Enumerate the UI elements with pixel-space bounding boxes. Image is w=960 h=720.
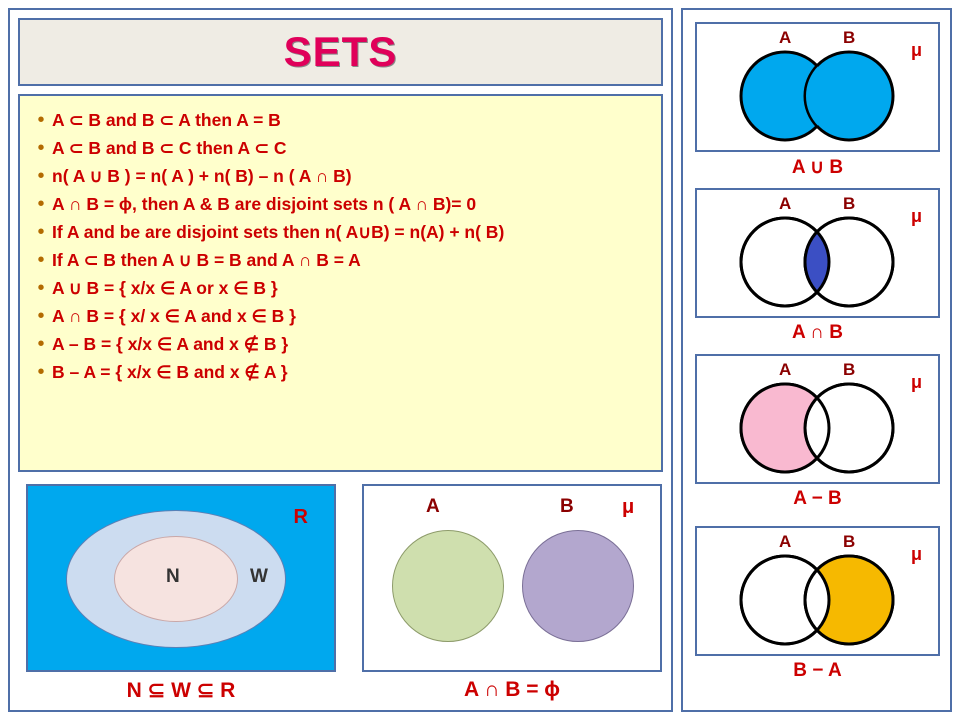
venn-label-mu: μ — [911, 544, 923, 564]
disjoint-caption: A ∩ B = ϕ — [463, 678, 561, 701]
fact-text: A – B = { x/x ∈ A and x ∉ B } — [52, 334, 289, 354]
venn-card-a-minus-b — [695, 354, 940, 484]
list-item — [30, 306, 651, 326]
venn-label-b: B — [843, 360, 856, 379]
venn-label-mu: μ — [911, 40, 923, 60]
venn-intersection-svg — [697, 190, 938, 316]
list-item — [30, 250, 651, 270]
venn-union-svg — [697, 24, 938, 150]
list-item — [30, 110, 651, 130]
bullet-icon: • — [37, 277, 45, 299]
fact-text: A ∩ B = ϕ, then A & B are disjoint sets n ( A ∩ B)= 0 — [52, 194, 477, 214]
venn-label-a: A — [779, 28, 792, 47]
venn-label-a: A — [779, 360, 792, 379]
venn-caption-b-minus-a: B − A — [793, 660, 842, 681]
venn-caption-a-minus-b: A − B — [793, 488, 842, 509]
venn-b-minus-a-svg — [697, 528, 938, 654]
list-item — [30, 334, 651, 354]
fact-text: n( A ∪ B ) = n( A ) + n( B) – n ( A ∩ B) — [52, 166, 352, 186]
venn-label-mu: μ — [911, 206, 923, 226]
left-panel — [8, 8, 673, 712]
page-title: SETS — [283, 28, 398, 75]
set-properties-list — [18, 94, 663, 472]
bullet-icon: • — [37, 193, 45, 215]
venn-caption-union: A ∪ B — [791, 157, 844, 178]
fact-text: A ∩ B = { x/ x ∈ A and x ∈ B } — [52, 306, 296, 326]
venn-label-b: B — [843, 532, 856, 551]
right-panel — [681, 8, 952, 712]
fact-text: A ⊂ B and B ⊂ C then A ⊂ C — [52, 138, 287, 158]
venn-caption-intersection: A ∩ B — [791, 322, 844, 343]
bullet-icon: • — [37, 333, 45, 355]
bullet-icon: • — [37, 109, 45, 131]
venn-label-a: A — [779, 194, 792, 213]
subset-label-w: W — [250, 566, 268, 587]
venn-label-mu: μ — [911, 372, 923, 392]
disjoint-label-a: A — [426, 496, 440, 517]
disjoint-label-b: B — [560, 496, 574, 517]
venn-card-b-minus-a — [695, 526, 940, 656]
venn-label-a: A — [779, 532, 792, 551]
list-item — [30, 194, 651, 214]
fact-text: A ∪ B = { x/x ∈ A or x ∈ B } — [52, 278, 278, 298]
fact-text: B – A = { x/x ∈ B and x ∉ A } — [52, 362, 288, 382]
list-item — [30, 166, 651, 186]
venn-a-minus-b-svg — [697, 356, 938, 482]
venn-label-b: B — [843, 194, 856, 213]
venn-card-intersection — [695, 188, 940, 318]
subset-label-n: N — [166, 566, 180, 587]
fact-text: A ⊂ B and B ⊂ A then A = B — [52, 110, 281, 130]
disjoint-diagram — [362, 484, 662, 672]
subset-caption: N ⊆ W ⊆ R — [126, 679, 236, 702]
list-item — [30, 362, 651, 382]
bullet-icon: • — [37, 165, 45, 187]
bullet-icon: • — [37, 221, 45, 243]
subset-diagram — [26, 484, 336, 672]
list-item — [30, 222, 651, 242]
disjoint-circle-b — [522, 530, 634, 642]
venn-card-union — [695, 22, 940, 152]
disjoint-circle-a — [392, 530, 504, 642]
bullet-icon: • — [37, 249, 45, 271]
bullet-icon: • — [37, 361, 45, 383]
bullet-icon: • — [37, 305, 45, 327]
disjoint-label-mu: μ — [622, 496, 635, 518]
subset-label-r: R — [293, 506, 308, 528]
list-item — [30, 278, 651, 298]
list-item — [30, 138, 651, 158]
fact-text: If A ⊂ B then A ∪ B = B and A ∩ B = A — [52, 250, 361, 270]
venn-label-b: B — [843, 28, 856, 47]
bullet-icon: • — [37, 137, 45, 159]
title-banner — [18, 18, 663, 86]
fact-text: If A and be are disjoint sets then n( A∪B) = n(A) + n( B) — [52, 222, 505, 242]
